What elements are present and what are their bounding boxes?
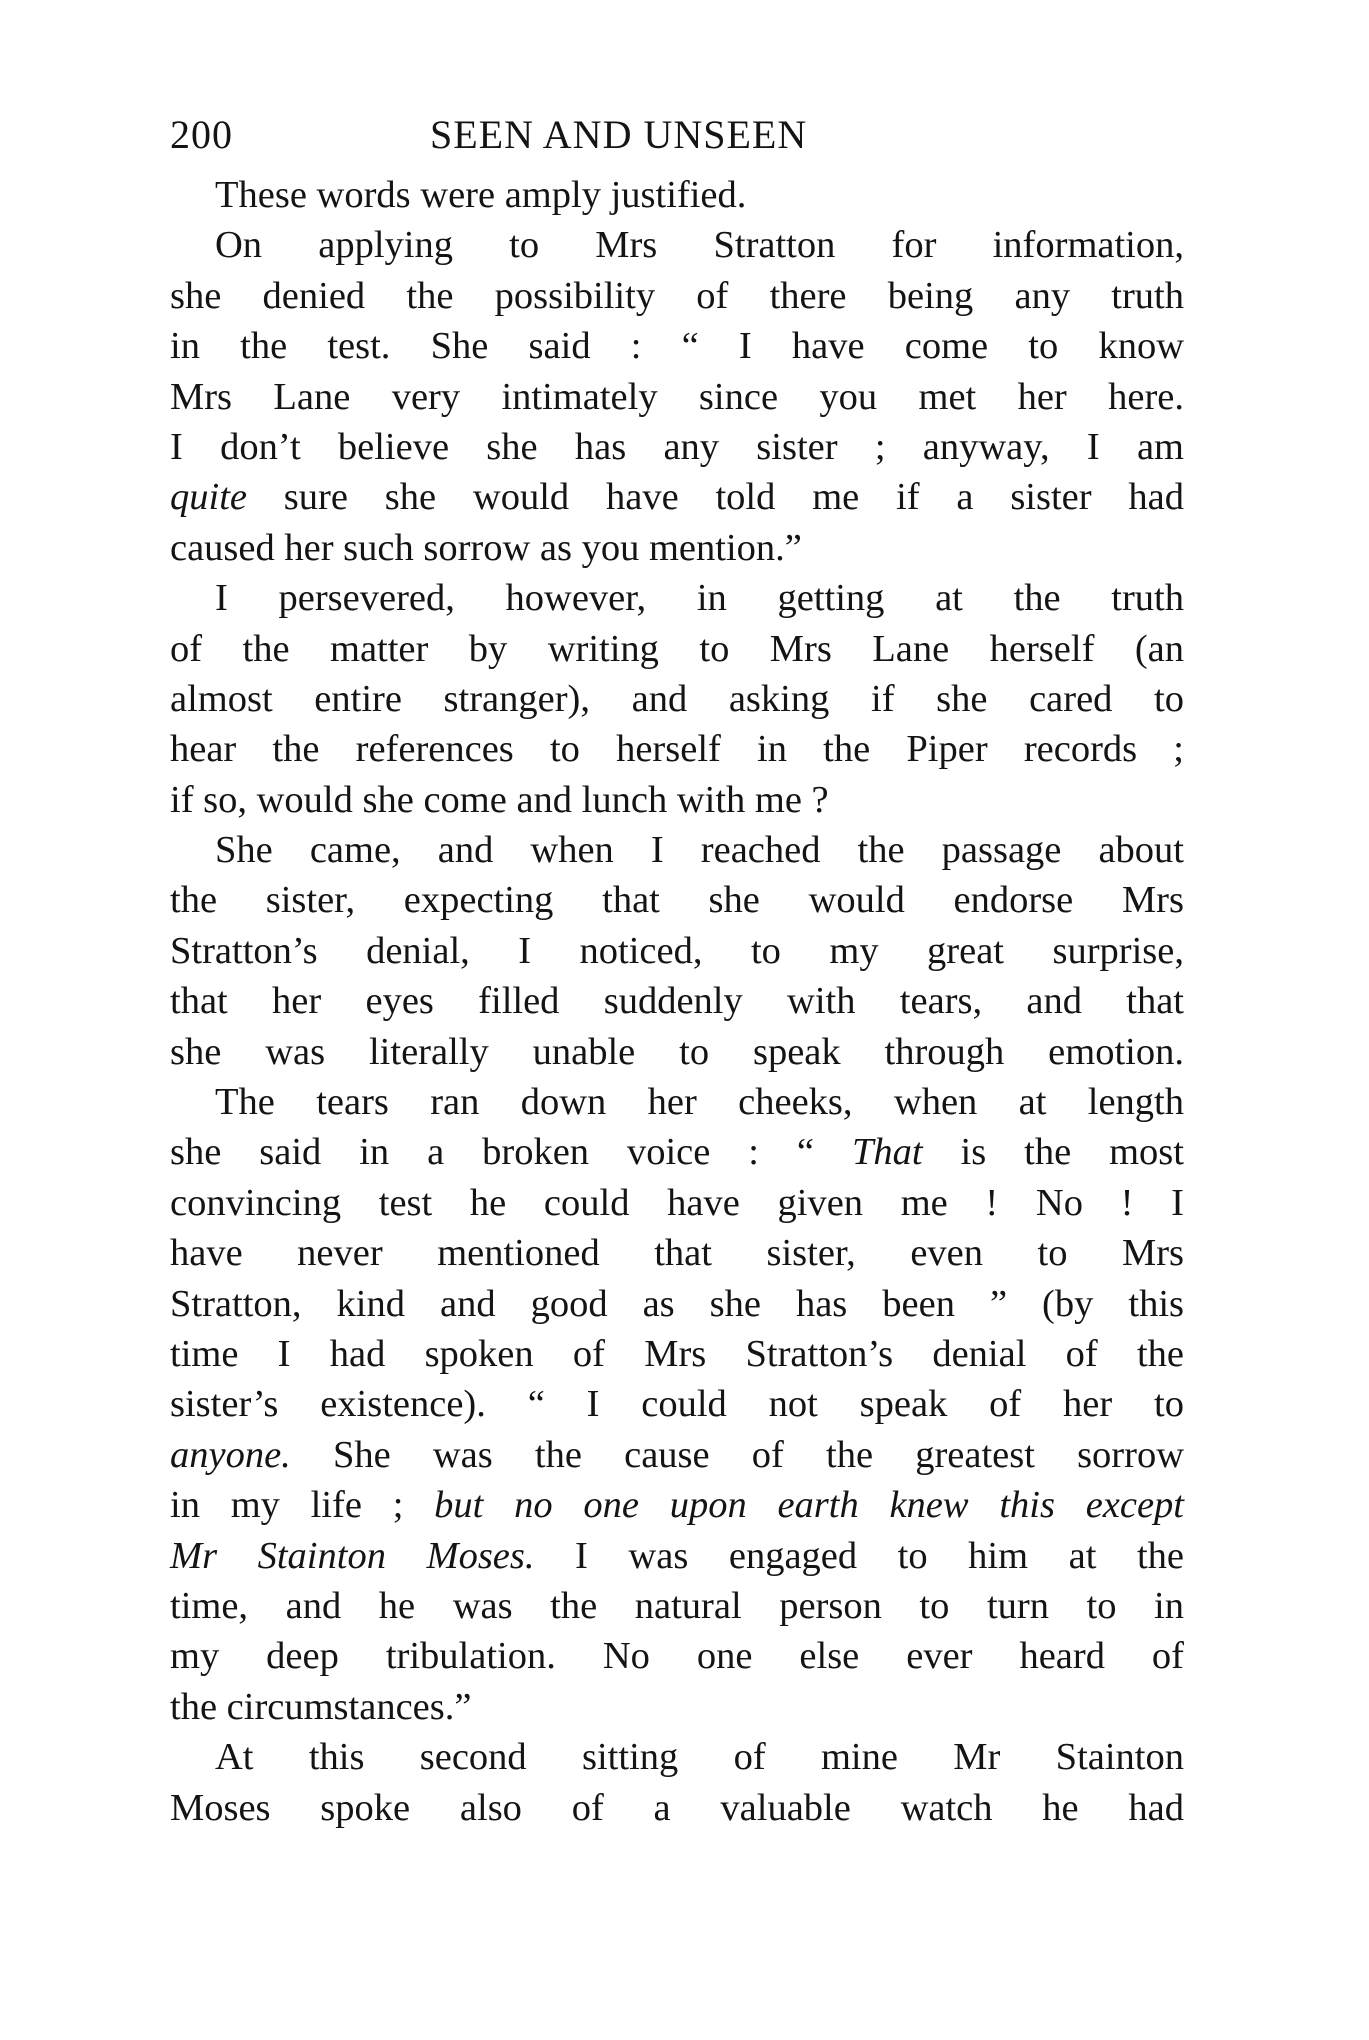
text-segment: sure she would have told me if a sister had xyxy=(246,476,1184,519)
text-segment: time, and he was the natural person to turn to in xyxy=(170,1584,1184,1627)
text-segment: convincing test he could have given me ! No ! I xyxy=(170,1181,1184,1224)
text-line xyxy=(170,422,1184,472)
text-segment: have never mentioned that sister, even to Mrs xyxy=(170,1232,1184,1275)
text-segment: she said in a broken voice : “ xyxy=(170,1131,852,1174)
text-line xyxy=(170,724,1184,774)
text-segment: she denied the possibility of there being any truth xyxy=(170,274,1184,317)
text-line xyxy=(170,976,1184,1026)
text-line xyxy=(170,1631,1184,1681)
text-line xyxy=(170,372,1184,422)
text-segment: Stratton, kind and good as she has been ” (by this xyxy=(170,1282,1184,1325)
italic-text: That xyxy=(851,1131,923,1174)
text-line xyxy=(170,674,1184,724)
running-title: SEEN AND UNSEEN xyxy=(430,112,808,157)
text-segment: hear the references to herself in the Piper records ; xyxy=(170,728,1184,771)
text-segment: sister’s existence). “ I could not speak of her to xyxy=(170,1383,1184,1426)
text-line xyxy=(170,170,1184,220)
text-line xyxy=(170,1228,1184,1278)
text-segment: almost entire stranger), and asking if she cared to xyxy=(170,677,1184,720)
italic-text: anyone. xyxy=(170,1433,291,1476)
text-line xyxy=(170,523,1184,573)
text-segment: that her eyes filled suddenly with tears, and that xyxy=(170,980,1184,1023)
text-segment: she was literally unable to speak through emotion. xyxy=(170,1030,1184,1073)
text-line xyxy=(170,1329,1184,1379)
text-line xyxy=(170,1531,1184,1581)
text-line xyxy=(170,321,1184,371)
text-line xyxy=(170,1127,1184,1177)
text-segment: I don’t believe she has any sister ; anyway, I am xyxy=(170,425,1184,468)
text-line xyxy=(170,271,1184,321)
text-line xyxy=(170,1581,1184,1631)
text-line xyxy=(170,926,1184,976)
text-line xyxy=(170,1480,1184,1530)
text-segment: time I had spoken of Mrs Stratton’s denial of the xyxy=(170,1332,1184,1375)
text-segment: The tears ran down her cheeks, when at length xyxy=(215,1081,1184,1124)
text-segment: caused her such sorrow as you mention.” xyxy=(170,526,802,569)
italic-text: Mr Stainton Moses. xyxy=(170,1534,535,1577)
text-segment: in the test. She said : “ I have come to know xyxy=(170,325,1184,368)
text-segment: I was engaged to him at the xyxy=(534,1534,1184,1577)
italic-text: but no one upon earth knew this except xyxy=(434,1484,1184,1527)
text-segment: On applying to Mrs Stratton for information, xyxy=(215,224,1184,267)
text-segment: Moses spoke also of a valuable watch he had xyxy=(170,1786,1184,1829)
text-segment: if so, would she come and lunch with me ? xyxy=(170,778,829,821)
text-segment: I persevered, however, in getting at the truth xyxy=(215,577,1184,620)
running-head xyxy=(170,100,1184,170)
text-line xyxy=(170,1077,1184,1127)
text-line xyxy=(170,1178,1184,1228)
text-line xyxy=(170,220,1184,270)
text-segment: These words were amply justified. xyxy=(215,174,747,216)
book-page xyxy=(170,100,1184,1833)
text-segment: of the matter by writing to Mrs Lane herself (an xyxy=(170,627,1184,670)
text-line xyxy=(170,1783,1184,1833)
text-line xyxy=(170,1732,1184,1782)
text-segment: the sister, expecting that she would endorse Mrs xyxy=(170,879,1184,922)
body-text xyxy=(170,170,1184,1833)
text-line xyxy=(170,825,1184,875)
page-number: 200 xyxy=(170,112,233,157)
text-line xyxy=(170,472,1184,522)
text-segment: She was the cause of the greatest sorrow xyxy=(290,1433,1184,1476)
text-segment: the circumstances.” xyxy=(170,1685,472,1728)
text-segment: She came, and when I reached the passage about xyxy=(215,829,1184,872)
text-line xyxy=(170,1430,1184,1480)
text-line xyxy=(170,875,1184,925)
text-segment: Mrs Lane very intimately since you met her here. xyxy=(170,375,1184,418)
text-line xyxy=(170,1027,1184,1077)
text-segment: my deep tribulation. No one else ever heard of xyxy=(170,1635,1184,1678)
text-line xyxy=(170,624,1184,674)
text-line xyxy=(170,1682,1184,1732)
text-line xyxy=(170,573,1184,623)
text-line xyxy=(170,1379,1184,1429)
text-segment: At this second sitting of mine Mr Stainton xyxy=(215,1736,1184,1779)
text-segment: in my life ; xyxy=(170,1484,435,1527)
text-segment: Stratton’s denial, I noticed, to my great surprise, xyxy=(170,929,1184,972)
text-line xyxy=(170,775,1184,825)
text-line xyxy=(170,1279,1184,1329)
text-segment: is the most xyxy=(922,1131,1184,1174)
italic-text: quite xyxy=(170,476,247,519)
